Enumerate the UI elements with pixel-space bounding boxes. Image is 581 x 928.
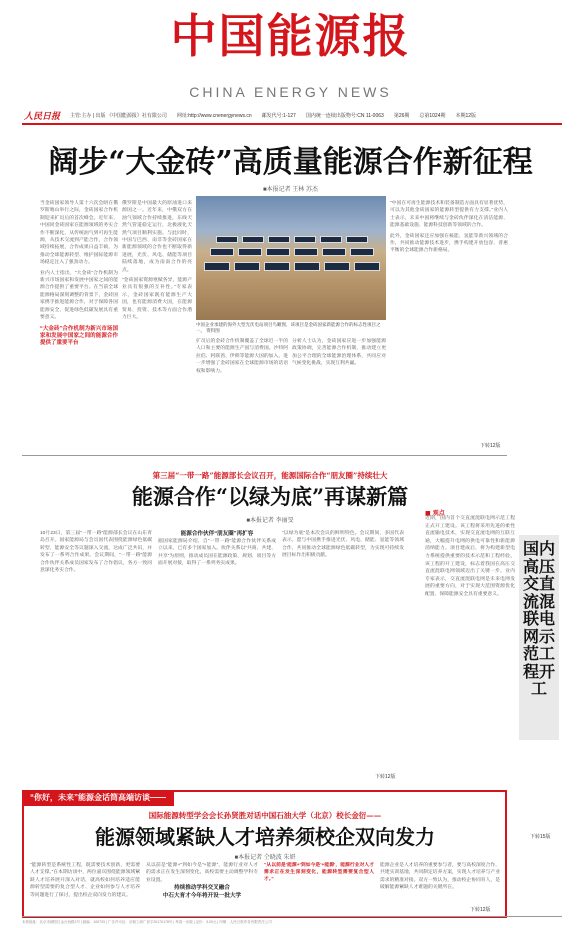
second-byline: ■本报记者 李丽旻 bbox=[246, 518, 294, 524]
solar-panel bbox=[354, 262, 380, 271]
feature-pull-quote: “从以前是‘能源+’到如今是‘+能源’，能源行业对人才需求正在发生深刻变化，能源转型需要复合型人才。” bbox=[264, 863, 374, 882]
info-item: 第26期 bbox=[393, 112, 410, 119]
info-item: 主管:主办 | 出版 《中国能源报》社有限公司 bbox=[70, 112, 167, 119]
solar-panel bbox=[216, 236, 238, 243]
info-item: 本期12版 bbox=[455, 112, 477, 119]
feature-column-1 bbox=[30, 862, 140, 912]
solar-panel bbox=[204, 262, 230, 271]
second-paragraph: 10月23日，第三届“一带一路”能源部长会议在山东青岛召开。国家能源局与会员国代表围绕能源绿色低碳转型、能源安全等议题深入交流，达成广泛共识，并发布了一系列合作成果。会议期间，“一带一路”能源合作伙伴关系成员国家发布了合作倡议，各方一致同意深化务实合作。 bbox=[40, 531, 152, 574]
info-item: 邮发代号:1-127 bbox=[261, 112, 296, 119]
feature-column-4 bbox=[380, 862, 500, 912]
second-subtitle: 第三届“一带一路”能源部长会议召开，能源国际合作“朋友圈”持续壮大 bbox=[152, 471, 388, 480]
feature-column-2 bbox=[146, 862, 258, 912]
lead-paragraph: 业内人士指出，“大金砖”合作机制为新兴市场国家和发展中国家之间的能源合作提供了重要平台。在当前全球能源格局深刻调整的背景下，金砖国家携手推进能源合作，对于保障各国能源安全、促进绿色低碳发展具有重要意义。 bbox=[40, 270, 118, 321]
feature-subhead: 中石大育才今年将开设一批大学 bbox=[162, 893, 242, 900]
section-divider bbox=[22, 455, 507, 456]
feature-paragraph: “能源转型是系统性工程，既需要技术创新，更需要人才支撑。”在本期访谈中，两位嘉宾围绕能源领域紧缺人才培养展开深入对话，就高校如何培养适应能源转型需要的复合型人才、企业如何参与人才培养等问题进行了探讨，提出校企双向发力的建议。 bbox=[30, 863, 140, 898]
lead-paragraph: 此外，金砖国家还应加强在核能、氢能等新兴领域的合作，共同推动能源技术进步，携手构建开放包容、普惠平衡的全球能源合作新格局。 bbox=[390, 233, 508, 254]
lead-column-3b bbox=[292, 338, 386, 440]
solar-panel bbox=[210, 248, 234, 256]
lead-paragraph: 扩员后的金砖合作机制覆盖了全球近一半的人口和主要的能源生产国与消费国。沙特阿拉伯、阿联酋、伊朗等能源大国的加入，进一步增强了金砖国家在全球能源市场的话语权和影响力。 bbox=[196, 339, 288, 374]
sidebar-paragraph: 近期，国内首个交直流混联电网示范工程正式开工建设。该工程将采用先进的柔性直流输电技术，实现交直流电网的互联互通，大幅提升电网的供电可靠性和新能源消纳能力。项目建成后，将为构建新型电力系统提供重要的技术示范和工程经验。该工程的开工建设，标志着我国在高压交直流混联电网领域迈出了关键一步。业内专家表示，交直流混联电网是未来电网发展的重要方向，对于实现大范围资源优化配置、保障能源安全具有重要意义。 bbox=[425, 516, 515, 597]
lead-paragraph: 俄罗斯是中国最大的原油进口来源国之一。近年来，中俄双方在油气领域合作持续推进，东线天然气管道稳定运行，北极液化天然气项目顺利实施。与此同时，中国与巴西、南非等金砖国家在新能源领域的合作也不断取得新进展，光伏、风电、储能等项目陆续落地，成为南南合作的亮点。 bbox=[122, 201, 192, 273]
feature-paragraph: 能源企业是人才培养的重要参与者，要与高校深度合作，共建实训基地，共同制定培养方案，实现人才培养与产业需求的精准对接。双方一致认为，推动校企协同育人，是破解能源紧缺人才难题的关键所在。 bbox=[380, 863, 500, 891]
lead-paragraph: “中国在可再生能源技术和装备制造方面具有显著优势，可以为其他金砖国家的能源转型提供有力支撑。”业内人士表示，未来中国将继续与金砖伙伴深化在清洁能源、能源基础设施、能源科技创新等领域的合作。 bbox=[390, 201, 508, 229]
second-paragraph: 据国家能源局介绍，自“一带一路”能源合作伙伴关系成立以来，已有多个国家加入。伙伴关系以“共商、共建、共享”为原则，推动成员国在能源政策、规划、项目等方面开展对接，取得了一系列务实成果。 bbox=[158, 539, 276, 567]
second-headline: 能源合作“以绿为底”再谋新篇 bbox=[131, 484, 409, 509]
solar-panel bbox=[324, 262, 350, 271]
solar-panel bbox=[234, 262, 260, 271]
sidebar-tag bbox=[425, 500, 490, 517]
second-subhead: 能源合作伙伴“朋友圈”再扩容 bbox=[180, 531, 254, 537]
lead-headline: 阔步“大金砖”高质量能源合作新征程 bbox=[48, 145, 533, 180]
solar-panel bbox=[266, 248, 290, 256]
feature-subtitle: 国际能源转型学会会长孙贤胜对话中国石油大学（北京）校长金衍—— bbox=[148, 811, 382, 820]
page-footer: 本报地址：北京市朝阳区金台西路2号 | 邮编：100733 | 广告许可证：京朝工商广登字20170178号 | 每周一出版 | 定价：3.00元 | 印刷：人民日报印务有限责任公司 bbox=[22, 916, 562, 926]
photo-caption: 中国企业承建的海外大型光伏电站项目鸟瞰图，该项目是金砖国家新能源合作的标志性项目之一。 资料图 bbox=[196, 322, 381, 333]
solar-panel bbox=[294, 248, 318, 256]
masthead-info-bar bbox=[0, 108, 581, 122]
feature-tab: “你好，未来”能源金话筒高端访谈—— bbox=[22, 790, 174, 806]
info-item: 总第1024期 bbox=[419, 112, 446, 119]
sidebar-text bbox=[425, 515, 515, 820]
second-continue-link[interactable]: 下转12版 bbox=[375, 774, 396, 780]
solar-panel bbox=[264, 262, 290, 271]
masthead-divider bbox=[22, 123, 562, 125]
solar-panel bbox=[238, 248, 262, 256]
solar-panel bbox=[294, 262, 320, 271]
solar-panel bbox=[346, 236, 368, 243]
info-item: 国内统一连续出版物号:CN 11-0063 bbox=[305, 112, 384, 119]
info-item: 网址:http://www.cnenergynews.cn bbox=[176, 112, 252, 119]
sidebar-continue-link[interactable]: 下转15版 bbox=[530, 834, 551, 840]
feature-column-3 bbox=[264, 862, 374, 912]
second-column-2 bbox=[158, 530, 276, 770]
lead-column-1 bbox=[40, 200, 118, 440]
solar-panel bbox=[322, 248, 346, 256]
feature-byline: ■本报记者 仝晓波 朱妍 bbox=[234, 855, 296, 861]
solar-panel bbox=[242, 236, 264, 243]
second-paragraph: “以绿为底”是本次会议的鲜明特色。会议期间，多国代表表示，愿与中国携手推进光伏、风电、储能、氢能等领域合作，共同推动全球能源绿色低碳转型，为实现可持续发展目标作出积极贡献。 bbox=[282, 531, 404, 559]
feature-headline: 能源领域紧缺人才培养须校企双向发力 bbox=[95, 825, 435, 849]
lead-paragraph: “金砖国家资源禀赋各异，能源产业具有很强的互补性。”专家表示，金砖国家既有能源生产大国，也有能源消费大国，在能源贸易、投资、技术等方面合作潜力巨大。 bbox=[122, 278, 192, 321]
second-column-3 bbox=[282, 530, 404, 770]
feature-subhead: 持续推动学科交叉融合 bbox=[174, 885, 230, 892]
lead-pull-quote: “大金砖”合作机制为新兴市场国家和发展中国家之间的能源合作提供了重要平台 bbox=[40, 325, 118, 346]
masthead-english-title: CHINA ENERGY NEWS bbox=[189, 84, 392, 100]
feature-continue-link[interactable]: 下转12版 bbox=[470, 907, 491, 913]
feature-paragraph: 从以前是“能源+”到如今是“+能源”，能源行业对人才的需求正在发生深刻变化，高校需要主动调整学科专业设置。 bbox=[146, 863, 258, 883]
lead-continue-link[interactable]: 下转12版 bbox=[480, 443, 501, 449]
sidebar-tag-label: ■ 观点 bbox=[425, 510, 445, 517]
lead-column-2 bbox=[122, 200, 192, 440]
second-column-1 bbox=[40, 530, 152, 770]
lead-byline: ■本报记者 王林 苏杰 bbox=[263, 187, 318, 193]
lead-column-3 bbox=[196, 338, 288, 440]
solar-panel bbox=[350, 248, 374, 256]
lead-paragraph: 分析人士认为，金砖国家应进一步加强能源政策协调，完善能源合作机制，推动建立更加公平合理的全球能源治理体系，共同应对气候变化挑战，实现互利共赢。 bbox=[292, 339, 386, 367]
masthead-title: 中国能源报 bbox=[170, 9, 411, 63]
lead-paragraph: 当金砖国家领导人第十六次会晤在俄罗斯喀山举行之际，金砖国家合作机制迎来扩员后的首次峰会。近年来，中国同金砖国家在能源领域的务实合作不断深化，从传统油气到可再生能源，从技术交流到产能合作，合作领域持续拓展，合作成果日益丰硕，为推动全球能源转型、维护国际能源市场稳定注入了强劲动力。 bbox=[40, 201, 118, 266]
sidebar-title: 国内高压交直流混联电网示范工程开工 bbox=[522, 539, 555, 698]
solar-panel bbox=[268, 236, 290, 243]
publisher-logo: 人民日报 bbox=[24, 110, 61, 121]
lead-column-4 bbox=[390, 200, 508, 430]
solar-panel bbox=[294, 236, 316, 243]
solar-panel bbox=[320, 236, 342, 243]
lead-photo bbox=[196, 196, 386, 320]
